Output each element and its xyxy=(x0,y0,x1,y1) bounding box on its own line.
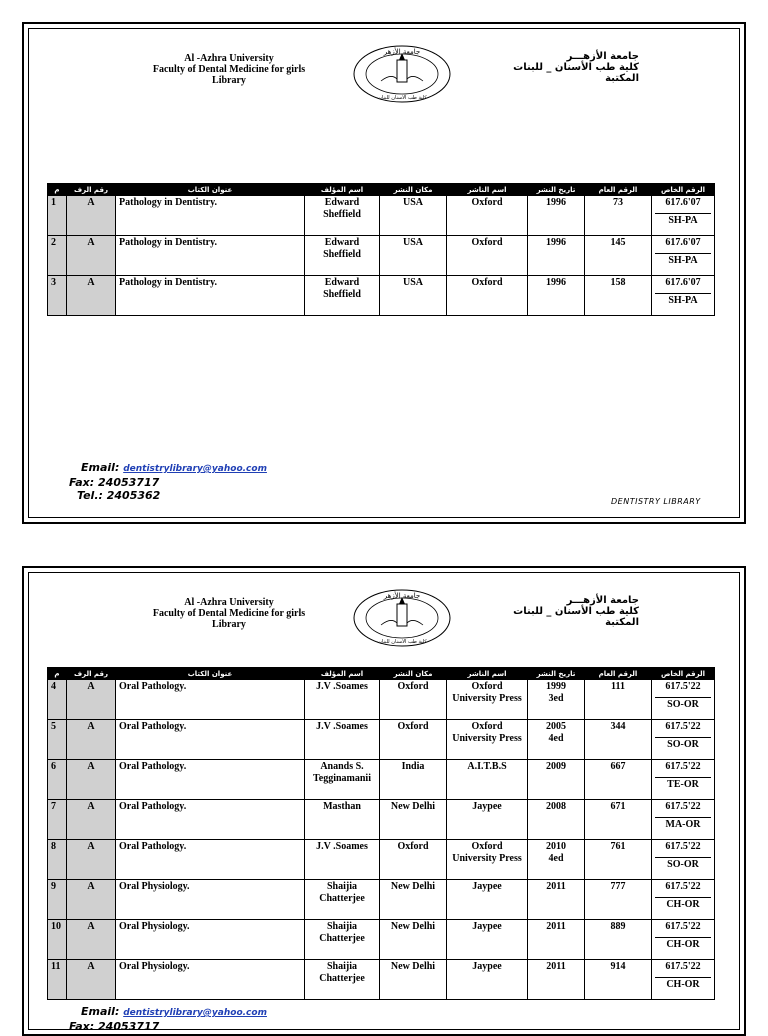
col-header-publisher: اسم الناشر xyxy=(447,184,528,196)
contact-block xyxy=(69,1005,267,1033)
email-label: Email: xyxy=(81,1005,120,1018)
cell-year xyxy=(528,760,585,800)
seal-text-top: جامعة الأزهر xyxy=(383,592,421,600)
library-label-ar: المكتبة xyxy=(605,617,639,628)
year-value: 1996 xyxy=(546,277,566,288)
cell-title: Oral Physiology. xyxy=(116,920,305,960)
cell-num: 11 xyxy=(48,960,67,1000)
cutter-number: MA-OR xyxy=(665,819,701,830)
cell-num: 7 xyxy=(48,800,67,840)
year-value: 2011 xyxy=(546,921,566,932)
cell-place: New Delhi xyxy=(380,960,447,1000)
cutter-number: SO-OR xyxy=(667,699,699,710)
tel-line xyxy=(69,489,267,502)
tel-label: Tel.: xyxy=(77,489,103,502)
cell-shelf: A xyxy=(67,920,116,960)
fax-number: 24053717 xyxy=(98,1020,160,1033)
class-number: 617.5'22 xyxy=(655,881,711,898)
cell-publisher: Oxford xyxy=(447,276,528,316)
faculty-name: Faculty of Dental Medicine for girls xyxy=(152,608,306,619)
fax-number: 24053717 xyxy=(98,476,160,489)
university-name: Al -Azhra University xyxy=(184,53,274,64)
cell-year xyxy=(528,880,585,920)
cell-author: Edward Sheffield xyxy=(305,236,380,276)
cell-general-number: 777 xyxy=(585,880,652,920)
table-row xyxy=(48,720,715,760)
cell-publisher: Jaypee xyxy=(447,880,528,920)
library-label: Library xyxy=(212,75,246,86)
faculty-name: Faculty of Dental Medicine for girls xyxy=(152,64,306,75)
table-header-row xyxy=(48,184,715,196)
cell-year xyxy=(528,960,585,1000)
cell-general-number: 145 xyxy=(585,236,652,276)
col-header-title: عنوان الكتاب xyxy=(116,184,305,196)
cell-publisher: Jaypee xyxy=(447,920,528,960)
cutter-number: CH-OR xyxy=(666,899,700,910)
col-header-author: اسم المؤلف xyxy=(305,668,380,680)
cell-place: India xyxy=(380,760,447,800)
table-row xyxy=(48,680,715,720)
class-number: 617.6'07 xyxy=(655,197,711,214)
email-label: Email: xyxy=(81,461,120,474)
faculty-name-ar: كلية طب الأسنان _ للبنات xyxy=(513,606,639,617)
cell-place: USA xyxy=(380,276,447,316)
year-value: 1999 xyxy=(546,681,566,692)
cell-num: 3 xyxy=(48,276,67,316)
cell-author: J.V .Soames xyxy=(305,720,380,760)
cell-year xyxy=(528,920,585,960)
year-value: 2005 xyxy=(546,721,566,732)
cell-publisher: Oxford xyxy=(447,236,528,276)
edition-value: 4ed xyxy=(548,733,564,744)
cell-general-number: 111 xyxy=(585,680,652,720)
cell-num: 8 xyxy=(48,840,67,880)
table-body xyxy=(48,680,715,1000)
fax-line xyxy=(69,1020,267,1033)
cell-publisher: A.I.T.B.S xyxy=(447,760,528,800)
col-header-publisher: اسم الناشر xyxy=(447,668,528,680)
cell-shelf: A xyxy=(67,196,116,236)
cell-title: Oral Physiology. xyxy=(116,880,305,920)
cell-publisher: Oxford University Press xyxy=(447,720,528,760)
header-arabic xyxy=(513,595,639,628)
document-page-2 xyxy=(22,566,746,1036)
col-header-shelf: رقم الرف xyxy=(67,184,116,196)
cell-author: Edward Sheffield xyxy=(305,276,380,316)
col-header-year: تاريخ النشر xyxy=(528,668,585,680)
cell-num: 2 xyxy=(48,236,67,276)
col-header-author: اسم المؤلف xyxy=(305,184,380,196)
fax-label: Fax: xyxy=(69,476,95,489)
cell-general-number: 344 xyxy=(585,720,652,760)
cell-special-number xyxy=(652,236,715,276)
university-name-ar: جامعة الأزهـــر xyxy=(566,595,639,606)
class-number: 617.5'22 xyxy=(655,921,711,938)
cell-special-number xyxy=(652,680,715,720)
cell-title: Oral Pathology. xyxy=(116,800,305,840)
cell-special-number xyxy=(652,840,715,880)
cutter-number: SO-OR xyxy=(667,739,699,750)
cell-publisher: Oxford University Press xyxy=(447,680,528,720)
cell-publisher: Oxford xyxy=(447,196,528,236)
library-label: Library xyxy=(212,619,246,630)
cutter-number: CH-OR xyxy=(666,939,700,950)
page-inner-border xyxy=(28,28,740,518)
year-value: 1996 xyxy=(546,237,566,248)
cell-author: Edward Sheffield xyxy=(305,196,380,236)
col-header-num: م xyxy=(48,668,67,680)
cell-place: Oxford xyxy=(380,840,447,880)
university-name-ar: جامعة الأزهـــر xyxy=(566,51,639,62)
contact-block xyxy=(69,461,267,502)
cell-author: Shaijia Chatterjee xyxy=(305,960,380,1000)
col-header-year: تاريخ النشر xyxy=(528,184,585,196)
cell-year xyxy=(528,276,585,316)
cell-shelf: A xyxy=(67,236,116,276)
cell-general-number: 667 xyxy=(585,760,652,800)
col-header-shelf: رقم الرف xyxy=(67,668,116,680)
col-header-place: مكان النشر xyxy=(380,668,447,680)
edition-value: 3ed xyxy=(548,693,564,704)
cell-shelf: A xyxy=(67,840,116,880)
cell-title: Oral Pathology. xyxy=(116,680,305,720)
cell-special-number xyxy=(652,760,715,800)
cell-general-number: 73 xyxy=(585,196,652,236)
year-value: 2010 xyxy=(546,841,566,852)
page-inner-border xyxy=(28,572,740,1033)
cell-author: J.V .Soames xyxy=(305,840,380,880)
cell-author: Masthan xyxy=(305,800,380,840)
document-page-1 xyxy=(22,22,746,524)
cell-special-number xyxy=(652,276,715,316)
cell-general-number: 671 xyxy=(585,800,652,840)
cell-special-number xyxy=(652,800,715,840)
books-table xyxy=(47,667,715,1000)
year-value: 2011 xyxy=(546,961,566,972)
cell-publisher: Jaypee xyxy=(447,960,528,1000)
cell-title: Pathology in Dentistry. xyxy=(116,196,305,236)
class-number: 617.5'22 xyxy=(655,841,711,858)
cell-title: Pathology in Dentistry. xyxy=(116,236,305,276)
email-line xyxy=(69,1005,267,1020)
header-english xyxy=(139,53,319,86)
cell-year xyxy=(528,840,585,880)
fax-label: Fax: xyxy=(69,1020,95,1033)
edition-value: 4ed xyxy=(548,853,564,864)
class-number: 617.5'22 xyxy=(655,961,711,978)
cell-shelf: A xyxy=(67,720,116,760)
cutter-number: SH-PA xyxy=(668,255,698,266)
cell-num: 9 xyxy=(48,880,67,920)
class-number: 617.5'22 xyxy=(655,721,711,738)
cell-year xyxy=(528,720,585,760)
cell-general-number: 914 xyxy=(585,960,652,1000)
cutter-number: SO-OR xyxy=(667,859,699,870)
cell-author: Shaijia Chatterjee xyxy=(305,920,380,960)
table-row xyxy=(48,880,715,920)
seal-text-top: جامعة الأزهر xyxy=(383,48,421,56)
year-value: 1996 xyxy=(546,197,566,208)
cell-place: Oxford xyxy=(380,680,447,720)
cell-title: Oral Pathology. xyxy=(116,840,305,880)
table-row xyxy=(48,276,715,316)
class-number: 617.6'07 xyxy=(655,237,711,254)
cell-title: Oral Pathology. xyxy=(116,760,305,800)
cell-num: 1 xyxy=(48,196,67,236)
cell-title: Oral Physiology. xyxy=(116,960,305,1000)
cell-place: USA xyxy=(380,236,447,276)
fax-line xyxy=(69,476,267,489)
cell-special-number xyxy=(652,196,715,236)
cell-general-number: 761 xyxy=(585,840,652,880)
table-row xyxy=(48,920,715,960)
cell-place: New Delhi xyxy=(380,920,447,960)
cell-special-number xyxy=(652,960,715,1000)
class-number: 617.6'07 xyxy=(655,277,711,294)
cutter-number: SH-PA xyxy=(668,215,698,226)
col-header-special-number: الرقم الخاص xyxy=(652,668,715,680)
books-table xyxy=(47,183,715,316)
col-header-title: عنوان الكتاب xyxy=(116,668,305,680)
cutter-number: TE-OR xyxy=(667,779,699,790)
seal-text-bottom: كلية طب الاسنان للبنات xyxy=(377,639,427,645)
class-number: 617.5'22 xyxy=(655,801,711,818)
cell-shelf: A xyxy=(67,800,116,840)
class-number: 617.5'22 xyxy=(655,681,711,698)
cell-title: Oral Pathology. xyxy=(116,720,305,760)
faculty-name-ar: كلية طب الأسنان _ للبنات xyxy=(513,62,639,73)
cell-year xyxy=(528,196,585,236)
cell-year xyxy=(528,236,585,276)
cell-author: Anands S. Tegginamanii xyxy=(305,760,380,800)
cell-author: J.V .Soames xyxy=(305,680,380,720)
cell-publisher: Oxford University Press xyxy=(447,840,528,880)
cell-special-number xyxy=(652,720,715,760)
cell-num: 5 xyxy=(48,720,67,760)
email-link[interactable]: dentistrylibrary@yahoo.com xyxy=(123,464,267,474)
table-row xyxy=(48,196,715,236)
table-row xyxy=(48,236,715,276)
cell-general-number: 889 xyxy=(585,920,652,960)
cell-place: Oxford xyxy=(380,720,447,760)
cell-shelf: A xyxy=(67,960,116,1000)
col-header-place: مكان النشر xyxy=(380,184,447,196)
cell-shelf: A xyxy=(67,276,116,316)
col-header-general-number: الرقم العام xyxy=(585,184,652,196)
cell-special-number xyxy=(652,880,715,920)
cell-shelf: A xyxy=(67,760,116,800)
year-value: 2008 xyxy=(546,801,566,812)
cell-place: New Delhi xyxy=(380,880,447,920)
cell-year xyxy=(528,800,585,840)
cell-num: 10 xyxy=(48,920,67,960)
email-link[interactable]: dentistrylibrary@yahoo.com xyxy=(123,1008,267,1018)
col-header-general-number: الرقم العام xyxy=(585,668,652,680)
header-english xyxy=(139,597,319,630)
table-body xyxy=(48,196,715,316)
table-row xyxy=(48,840,715,880)
cell-special-number xyxy=(652,920,715,960)
university-seal-icon xyxy=(351,587,453,649)
cell-place: New Delhi xyxy=(380,800,447,840)
table-row xyxy=(48,800,715,840)
university-name: Al -Azhra University xyxy=(184,597,274,608)
cell-num: 4 xyxy=(48,680,67,720)
library-label-ar: المكتبة xyxy=(605,73,639,84)
footer-library-label: DENTISTRY LIBRARY xyxy=(611,497,701,506)
cell-author: Shaijia Chatterjee xyxy=(305,880,380,920)
header-arabic xyxy=(513,51,639,84)
cell-publisher: Jaypee xyxy=(447,800,528,840)
col-header-num: م xyxy=(48,184,67,196)
cell-year xyxy=(528,680,585,720)
cell-title: Pathology in Dentistry. xyxy=(116,276,305,316)
cutter-number: CH-OR xyxy=(666,979,700,990)
year-value: 2011 xyxy=(546,881,566,892)
university-seal-icon xyxy=(351,43,453,105)
seal-text-bottom: كلية طب الاسنان للبنات xyxy=(377,95,427,101)
cell-shelf: A xyxy=(67,880,116,920)
year-value: 2009 xyxy=(546,761,566,772)
cell-shelf: A xyxy=(67,680,116,720)
cell-general-number: 158 xyxy=(585,276,652,316)
table-row xyxy=(48,760,715,800)
cell-place: USA xyxy=(380,196,447,236)
tel-number: 2405362 xyxy=(106,489,161,502)
email-line xyxy=(69,461,267,476)
cutter-number: SH-PA xyxy=(668,295,698,306)
col-header-special-number: الرقم الخاص xyxy=(652,184,715,196)
class-number: 617.5'22 xyxy=(655,761,711,778)
table-row xyxy=(48,960,715,1000)
cell-num: 6 xyxy=(48,760,67,800)
table-header-row xyxy=(48,668,715,680)
